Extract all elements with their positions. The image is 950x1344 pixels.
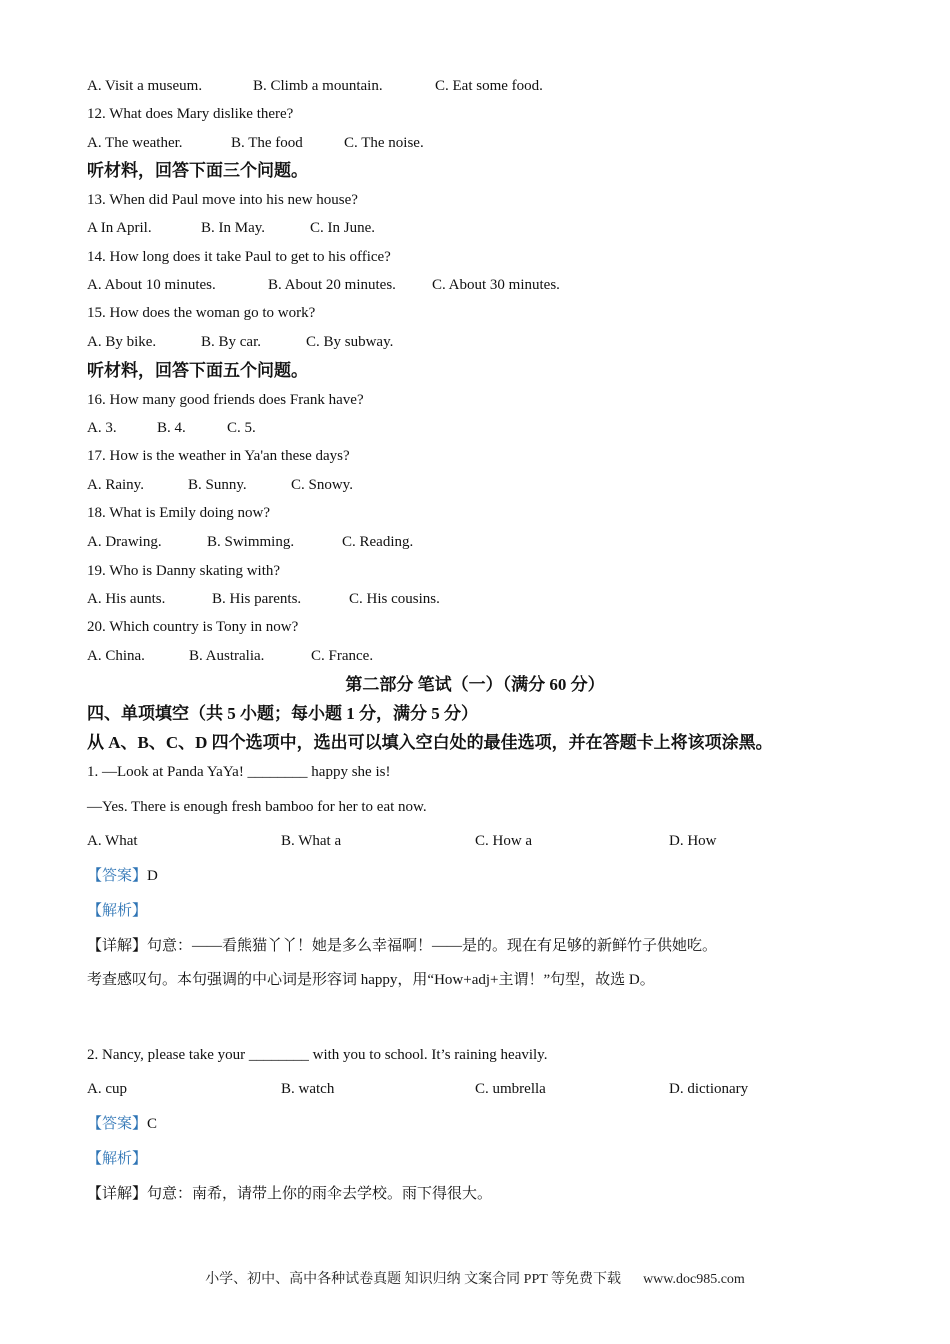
answer [87, 1114, 157, 1134]
detail-text: 句意：——看熊猫丫丫！她是多么幸福啊！——是的。现在有足够的新鲜竹子供她吃。 [147, 938, 718, 954]
detail [87, 936, 717, 956]
option-a: A. cup [87, 1081, 127, 1097]
option-b: B. What a [281, 833, 342, 849]
option-a: A In April. [87, 220, 152, 236]
option-b: B. Australia. [189, 648, 265, 664]
option-b: B. Sunny. [188, 477, 247, 493]
option-b: B. Climb a mountain. [253, 78, 383, 94]
question-1: 1. —Look at Panda YaYa! ________ happy she is! [87, 764, 391, 780]
answer [87, 866, 158, 886]
question-14: 14. How long does it take Paul to get to his office? [87, 249, 391, 265]
option-c: C. How a [475, 833, 533, 849]
question-17: 17. How is the weather in Ya'an these days? [87, 448, 350, 464]
answer-value: C [147, 1116, 158, 1132]
answer-tag: 【答案】 [87, 868, 148, 884]
option-a: A. 3. [87, 420, 117, 436]
answer-tag: 【答案】 [87, 1116, 148, 1132]
listening-instruction: 听材料，回答下面三个问题。 [87, 161, 308, 180]
part-title: 第二部分 笔试（一）（满分 60 分） [345, 675, 605, 694]
question-1-response: —Yes. There is enough fresh bamboo for her to eat now. [87, 799, 427, 815]
question-12: 12. What does Mary dislike there? [87, 106, 294, 122]
option-b: B. By car. [201, 334, 261, 350]
analysis-tag: 【解析】 [87, 903, 148, 919]
detail-text: 句意：南希，请带上你的雨伞去学校。雨下得很大。 [147, 1186, 493, 1202]
detail [87, 1184, 492, 1204]
question-16: 16. How many good friends does Frank have? [87, 392, 364, 408]
question-18: 18. What is Emily doing now? [87, 505, 271, 521]
option-b: B. Swimming. [207, 534, 295, 550]
option-b: B. His parents. [212, 591, 302, 607]
option-a: A. The weather. [87, 135, 183, 151]
option-b: B. The food [231, 135, 303, 151]
detail-tag: 【详解】 [87, 938, 148, 954]
detail-tag: 【详解】 [87, 1186, 148, 1202]
option-a: A. His aunts. [87, 591, 166, 607]
option-b: B. About 20 minutes. [268, 277, 396, 293]
analysis-tag: 【解析】 [87, 1151, 148, 1167]
listening-instruction: 听材料，回答下面五个问题。 [87, 361, 308, 380]
option-c: C. The noise. [344, 135, 424, 151]
option-c: C. In June. [310, 220, 375, 236]
option-c: C. umbrella [475, 1081, 546, 1097]
option-c: C. Snowy. [291, 477, 353, 493]
option-b: B. 4. [157, 420, 186, 436]
option-c: C. 5. [227, 420, 256, 436]
question-2: 2. Nancy, please take your ________ with you to school. It’s raining heavily. [87, 1047, 548, 1063]
option-a: A. What [87, 833, 138, 849]
option-a: A. Drawing. [87, 534, 162, 550]
option-c: C. His cousins. [349, 591, 440, 607]
question-15: 15. How does the woman go to work? [87, 305, 316, 321]
question-20: 20. Which country is Tony in now? [87, 619, 299, 635]
option-c: C. About 30 minutes. [432, 277, 560, 293]
footer-url[interactable]: www.doc985.com [643, 1272, 745, 1287]
option-a: A. Visit a museum. [87, 78, 203, 94]
option-a: A. About 10 minutes. [87, 277, 216, 293]
option-d: D. dictionary [669, 1081, 749, 1097]
answer-value: D [147, 868, 158, 884]
question-13: 13. When did Paul move into his new house? [87, 192, 358, 208]
footer-text: 小学、初中、高中各种试卷真题 知识归纳 文案合同 PPT 等免费下载 [205, 1272, 622, 1287]
option-c: C. Eat some food. [435, 78, 543, 94]
option-a: A. By bike. [87, 334, 157, 350]
option-b: B. watch [281, 1081, 335, 1097]
question-19: 19. Who is Danny skating with? [87, 563, 281, 579]
section-instruction: 从 A、B、C、D 四个选项中，选出可以填入空白处的最佳选项，并在答题卡上将该项涂黑。 [87, 733, 773, 752]
option-d: D. How [669, 833, 717, 849]
page-footer [0, 1268, 950, 1288]
option-c: C. Reading. [342, 534, 414, 550]
option-a: A. China. [87, 648, 145, 664]
option-c: C. France. [311, 648, 374, 664]
detail-explanation: 考查感叹句。本句强调的中心词是形容词 happy，用“How+adj+主谓！”句型，故选 D。 [87, 972, 655, 988]
section-title: 四、单项填空（共 5 小题；每小题 1 分，满分 5 分） [87, 704, 478, 723]
option-b: B. In May. [201, 220, 266, 236]
option-c: C. By subway. [306, 334, 394, 350]
option-a: A. Rainy. [87, 477, 144, 493]
